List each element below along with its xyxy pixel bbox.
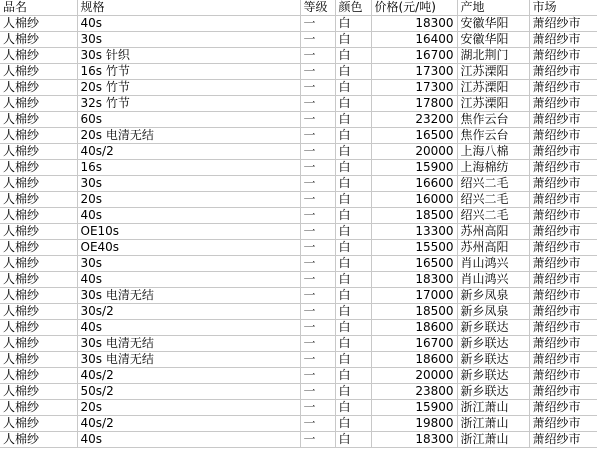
table-row	[0, 144, 597, 160]
table-row	[0, 96, 597, 112]
cell-grade: 一	[300, 48, 335, 64]
cell-origin: 上海棉纺	[457, 160, 529, 176]
cell-price: 17300	[371, 80, 457, 96]
table-row	[0, 272, 597, 288]
cell-grade: 一	[300, 64, 335, 80]
table-row	[0, 32, 597, 48]
cell-market: 萧绍纱市	[529, 304, 597, 320]
cell-price: 18500	[371, 208, 457, 224]
cell-color: 白	[335, 96, 371, 112]
cell-price: 17800	[371, 96, 457, 112]
cell-color: 白	[335, 208, 371, 224]
table-row	[0, 416, 597, 432]
cell-color: 白	[335, 192, 371, 208]
cell-grade: 一	[300, 16, 335, 32]
cell-name: 人棉纱	[0, 288, 77, 304]
cell-grade: 一	[300, 416, 335, 432]
cell-price: 17000	[371, 288, 457, 304]
cell-market: 萧绍纱市	[529, 16, 597, 32]
table-row	[0, 128, 597, 144]
cell-origin: 江苏溧阳	[457, 96, 529, 112]
cell-color: 白	[335, 384, 371, 400]
cell-color: 白	[335, 48, 371, 64]
cell-color: 白	[335, 288, 371, 304]
cell-spec: 40s	[77, 208, 300, 224]
cell-name: 人棉纱	[0, 80, 77, 96]
cell-color: 白	[335, 128, 371, 144]
cell-color: 白	[335, 160, 371, 176]
cell-origin: 江苏溧阳	[457, 64, 529, 80]
cell-price: 20000	[371, 144, 457, 160]
cell-price: 16700	[371, 336, 457, 352]
cell-spec: 40s/2	[77, 416, 300, 432]
table-row	[0, 224, 597, 240]
cell-name: 人棉纱	[0, 304, 77, 320]
cell-grade: 一	[300, 352, 335, 368]
cell-grade: 一	[300, 384, 335, 400]
cell-name: 人棉纱	[0, 32, 77, 48]
cell-color: 白	[335, 112, 371, 128]
cell-name: 人棉纱	[0, 96, 77, 112]
cell-color: 白	[335, 224, 371, 240]
header-cell-spec: 规格	[77, 0, 300, 16]
cell-price: 16400	[371, 32, 457, 48]
cell-market: 萧绍纱市	[529, 416, 597, 432]
cell-name: 人棉纱	[0, 320, 77, 336]
cell-name: 人棉纱	[0, 208, 77, 224]
cell-market: 萧绍纱市	[529, 432, 597, 448]
cell-origin: 浙江萧山	[457, 400, 529, 416]
cell-price: 16500	[371, 128, 457, 144]
table-row	[0, 320, 597, 336]
cell-price: 18600	[371, 320, 457, 336]
cell-market: 萧绍纱市	[529, 352, 597, 368]
table-row	[0, 208, 597, 224]
cell-spec: 40s	[77, 272, 300, 288]
table-row	[0, 64, 597, 80]
cell-price: 18300	[371, 432, 457, 448]
cell-market: 萧绍纱市	[529, 48, 597, 64]
cell-spec: 30s 电清无结	[77, 336, 300, 352]
cell-spec: 60s	[77, 112, 300, 128]
cell-market: 萧绍纱市	[529, 336, 597, 352]
cell-name: 人棉纱	[0, 336, 77, 352]
header-cell-grade: 等级	[300, 0, 335, 16]
cell-spec: 20s	[77, 400, 300, 416]
cell-spec: 20s 电清无结	[77, 128, 300, 144]
cell-origin: 浙江萧山	[457, 432, 529, 448]
cell-spec: OE10s	[77, 224, 300, 240]
cell-color: 白	[335, 240, 371, 256]
cell-grade: 一	[300, 96, 335, 112]
table-row	[0, 48, 597, 64]
table-row	[0, 192, 597, 208]
table-row	[0, 112, 597, 128]
header-cell-color: 颜色	[335, 0, 371, 16]
cell-spec: 40s	[77, 16, 300, 32]
table-row	[0, 368, 597, 384]
cell-spec: OE40s	[77, 240, 300, 256]
cell-market: 萧绍纱市	[529, 192, 597, 208]
cell-grade: 一	[300, 256, 335, 272]
cell-spec: 30s/2	[77, 304, 300, 320]
cell-name: 人棉纱	[0, 112, 77, 128]
cell-name: 人棉纱	[0, 48, 77, 64]
cell-grade: 一	[300, 432, 335, 448]
cell-price: 15900	[371, 400, 457, 416]
cell-name: 人棉纱	[0, 160, 77, 176]
cell-price: 18300	[371, 272, 457, 288]
cell-origin: 焦作云台	[457, 112, 529, 128]
cell-grade: 一	[300, 32, 335, 48]
cell-color: 白	[335, 16, 371, 32]
cell-origin: 安徽华阳	[457, 16, 529, 32]
cell-origin: 绍兴二毛	[457, 176, 529, 192]
cell-origin: 苏州高阳	[457, 224, 529, 240]
cell-market: 萧绍纱市	[529, 160, 597, 176]
cell-grade: 一	[300, 176, 335, 192]
cell-origin: 新乡联达	[457, 320, 529, 336]
table-row	[0, 176, 597, 192]
cell-name: 人棉纱	[0, 224, 77, 240]
cell-color: 白	[335, 176, 371, 192]
cell-origin: 上海八棉	[457, 144, 529, 160]
cell-name: 人棉纱	[0, 432, 77, 448]
cell-origin: 浙江萧山	[457, 416, 529, 432]
cell-grade: 一	[300, 160, 335, 176]
cell-name: 人棉纱	[0, 352, 77, 368]
cell-spec: 40s/2	[77, 144, 300, 160]
cell-color: 白	[335, 400, 371, 416]
cell-grade: 一	[300, 208, 335, 224]
cell-market: 萧绍纱市	[529, 128, 597, 144]
cell-name: 人棉纱	[0, 272, 77, 288]
cell-market: 萧绍纱市	[529, 400, 597, 416]
cell-market: 萧绍纱市	[529, 176, 597, 192]
cell-color: 白	[335, 32, 371, 48]
cell-name: 人棉纱	[0, 240, 77, 256]
table-row	[0, 240, 597, 256]
cell-name: 人棉纱	[0, 16, 77, 32]
cell-name: 人棉纱	[0, 256, 77, 272]
cell-name: 人棉纱	[0, 400, 77, 416]
header-cell-name: 品名	[0, 0, 77, 16]
cell-grade: 一	[300, 272, 335, 288]
cell-grade: 一	[300, 224, 335, 240]
cell-name: 人棉纱	[0, 64, 77, 80]
cell-spec: 20s	[77, 192, 300, 208]
cell-spec: 30s 针织	[77, 48, 300, 64]
cell-market: 萧绍纱市	[529, 96, 597, 112]
cell-name: 人棉纱	[0, 368, 77, 384]
table-row	[0, 256, 597, 272]
cell-grade: 一	[300, 288, 335, 304]
cell-grade: 一	[300, 240, 335, 256]
cell-grade: 一	[300, 320, 335, 336]
cell-name: 人棉纱	[0, 176, 77, 192]
cell-grade: 一	[300, 128, 335, 144]
cell-color: 白	[335, 80, 371, 96]
cell-color: 白	[335, 272, 371, 288]
cell-origin: 焦作云台	[457, 128, 529, 144]
cell-grade: 一	[300, 112, 335, 128]
cell-market: 萧绍纱市	[529, 240, 597, 256]
cell-spec: 32s 竹节	[77, 96, 300, 112]
cell-name: 人棉纱	[0, 416, 77, 432]
cell-color: 白	[335, 352, 371, 368]
cell-spec: 30s	[77, 176, 300, 192]
cell-color: 白	[335, 320, 371, 336]
cell-origin: 新乡凤泉	[457, 288, 529, 304]
cell-grade: 一	[300, 368, 335, 384]
cell-market: 萧绍纱市	[529, 384, 597, 400]
cell-origin: 新乡联达	[457, 336, 529, 352]
cell-price: 18300	[371, 16, 457, 32]
cell-price: 23200	[371, 112, 457, 128]
cell-price: 15500	[371, 240, 457, 256]
cell-spec: 30s 电清无结	[77, 288, 300, 304]
cell-spec: 20s 竹节	[77, 80, 300, 96]
table-row	[0, 400, 597, 416]
cell-market: 萧绍纱市	[529, 80, 597, 96]
cell-spec: 50s/2	[77, 384, 300, 400]
cell-color: 白	[335, 304, 371, 320]
table-row	[0, 336, 597, 352]
cell-origin: 绍兴二毛	[457, 192, 529, 208]
cell-price: 19800	[371, 416, 457, 432]
cell-color: 白	[335, 368, 371, 384]
table-row	[0, 16, 597, 32]
cell-spec: 16s	[77, 160, 300, 176]
cell-market: 萧绍纱市	[529, 144, 597, 160]
cell-price: 16000	[371, 192, 457, 208]
cell-price: 15900	[371, 160, 457, 176]
cell-origin: 新乡联达	[457, 368, 529, 384]
cell-origin: 湖北荆门	[457, 48, 529, 64]
cell-origin: 苏州高阳	[457, 240, 529, 256]
cell-color: 白	[335, 64, 371, 80]
cell-price: 16500	[371, 256, 457, 272]
header-row	[0, 0, 597, 16]
cell-color: 白	[335, 144, 371, 160]
cell-market: 萧绍纱市	[529, 320, 597, 336]
cell-grade: 一	[300, 304, 335, 320]
table-row	[0, 160, 597, 176]
cell-price: 16700	[371, 48, 457, 64]
cell-market: 萧绍纱市	[529, 256, 597, 272]
cell-grade: 一	[300, 336, 335, 352]
cell-color: 白	[335, 256, 371, 272]
cell-price: 13300	[371, 224, 457, 240]
cell-grade: 一	[300, 80, 335, 96]
cell-price: 18600	[371, 352, 457, 368]
cell-origin: 新乡联达	[457, 384, 529, 400]
cell-name: 人棉纱	[0, 192, 77, 208]
cell-origin: 绍兴二毛	[457, 208, 529, 224]
table-row	[0, 432, 597, 448]
table-row	[0, 288, 597, 304]
cell-color: 白	[335, 416, 371, 432]
table-row	[0, 304, 597, 320]
cell-price: 16600	[371, 176, 457, 192]
cell-spec: 30s	[77, 256, 300, 272]
cell-name: 人棉纱	[0, 144, 77, 160]
cell-origin: 江苏溧阳	[457, 80, 529, 96]
cell-color: 白	[335, 432, 371, 448]
cell-grade: 一	[300, 400, 335, 416]
cell-spec: 16s 竹节	[77, 64, 300, 80]
cell-market: 萧绍纱市	[529, 272, 597, 288]
cell-color: 白	[335, 336, 371, 352]
cell-price: 20000	[371, 368, 457, 384]
cell-price: 17300	[371, 64, 457, 80]
header-cell-market: 市场	[529, 0, 597, 16]
cell-grade: 一	[300, 144, 335, 160]
cell-market: 萧绍纱市	[529, 208, 597, 224]
table-row	[0, 80, 597, 96]
cell-price: 23800	[371, 384, 457, 400]
cell-origin: 肖山鸿兴	[457, 272, 529, 288]
cell-price: 18500	[371, 304, 457, 320]
cell-market: 萧绍纱市	[529, 32, 597, 48]
cell-origin: 新乡联达	[457, 352, 529, 368]
cell-market: 萧绍纱市	[529, 64, 597, 80]
cell-market: 萧绍纱市	[529, 368, 597, 384]
cell-spec: 40s	[77, 320, 300, 336]
header-cell-price: 价格(元/吨)	[371, 0, 457, 16]
cell-spec: 40s	[77, 432, 300, 448]
cell-name: 人棉纱	[0, 384, 77, 400]
cell-spec: 30s	[77, 32, 300, 48]
cell-grade: 一	[300, 192, 335, 208]
cell-origin: 安徽华阳	[457, 32, 529, 48]
cell-name: 人棉纱	[0, 128, 77, 144]
cell-market: 萧绍纱市	[529, 112, 597, 128]
cell-origin: 新乡凤泉	[457, 304, 529, 320]
cell-market: 萧绍纱市	[529, 224, 597, 240]
cell-spec: 30s 电清无结	[77, 352, 300, 368]
cell-origin: 肖山鸿兴	[457, 256, 529, 272]
table-row	[0, 384, 597, 400]
cell-market: 萧绍纱市	[529, 288, 597, 304]
header-cell-origin: 产地	[457, 0, 529, 16]
cell-spec: 40s/2	[77, 368, 300, 384]
table-row	[0, 352, 597, 368]
